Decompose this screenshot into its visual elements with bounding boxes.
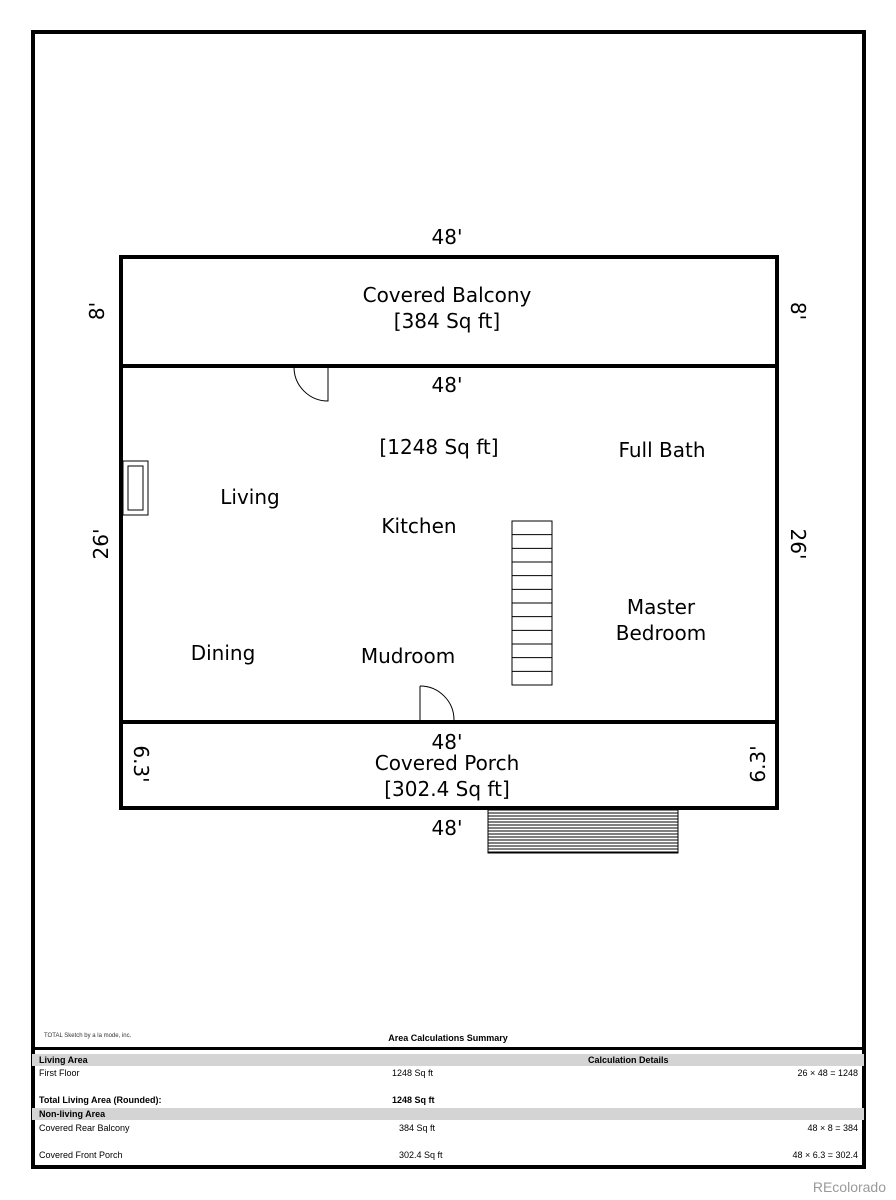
sketch-credit: TOTAL Sketch by a la mode, inc. bbox=[44, 1033, 132, 1039]
table-row bbox=[32, 1067, 864, 1079]
room-master-line2: Bedroom bbox=[615, 621, 707, 645]
balcony-name: Covered Balcony bbox=[362, 283, 532, 307]
balcony-area-value: 384 Sq ft bbox=[399, 1123, 436, 1133]
table-row bbox=[32, 1122, 864, 1134]
non-living-header-row bbox=[32, 1108, 864, 1120]
front-steps bbox=[488, 810, 678, 853]
porch-label: Covered Front Porch bbox=[39, 1150, 123, 1160]
first-floor-label: First Floor bbox=[39, 1068, 80, 1078]
door-top bbox=[294, 367, 328, 401]
dim-balcony-top: 48' bbox=[431, 225, 463, 249]
stairs bbox=[512, 521, 552, 685]
dim-porch-right: 6.3' bbox=[746, 745, 770, 783]
dim-porch-top: 48' bbox=[431, 730, 463, 754]
dim-porch-bottom: 48' bbox=[431, 816, 463, 840]
living-area-header-row bbox=[32, 1054, 864, 1066]
watermark: REcolorado bbox=[812, 1179, 886, 1195]
page-frame bbox=[33, 32, 864, 1167]
dim-main-left: 26' bbox=[89, 528, 113, 560]
dim-balcony-left: 8' bbox=[85, 301, 109, 321]
room-kitchen: Kitchen bbox=[381, 514, 457, 538]
porch-area-value: 302.4 Sq ft bbox=[399, 1150, 443, 1160]
dim-main-right: 26' bbox=[786, 528, 810, 560]
first-floor-calc: 26 × 48 = 1248 bbox=[797, 1068, 858, 1078]
dim-porch-left: 6.3' bbox=[129, 745, 153, 783]
porch-name: Covered Porch bbox=[374, 751, 520, 775]
table-row bbox=[32, 1094, 864, 1106]
porch-area: [302.4 Sq ft] bbox=[384, 777, 510, 801]
room-living: Living bbox=[220, 485, 280, 509]
balcony-label: Covered Rear Balcony bbox=[39, 1123, 130, 1133]
total-living-value: 1248 Sq ft bbox=[392, 1095, 435, 1105]
main-area: [1248 Sq ft] bbox=[379, 435, 499, 459]
calc-details-header: Calculation Details bbox=[588, 1055, 669, 1065]
summary-title: Area Calculations Summary bbox=[388, 1033, 508, 1043]
total-living-label: Total Living Area (Rounded): bbox=[39, 1095, 162, 1105]
room-mudroom: Mudroom bbox=[360, 644, 456, 668]
room-dining: Dining bbox=[190, 641, 256, 665]
fireplace bbox=[123, 461, 148, 515]
living-area-header: Living Area bbox=[39, 1055, 88, 1065]
area-summary-table bbox=[32, 1047, 864, 1168]
room-full-bath: Full Bath bbox=[618, 438, 706, 462]
balcony-calc: 48 × 8 = 384 bbox=[807, 1123, 858, 1133]
balcony-area: [384 Sq ft] bbox=[393, 309, 501, 333]
room-master-line1: Master bbox=[626, 595, 696, 619]
dim-main-top: 48' bbox=[431, 373, 463, 397]
table-row bbox=[32, 1149, 864, 1161]
door-bottom bbox=[420, 686, 454, 720]
first-floor-area: 1248 Sq ft bbox=[392, 1068, 434, 1078]
non-living-header: Non-living Area bbox=[39, 1109, 106, 1119]
dim-balcony-right: 8' bbox=[786, 301, 810, 321]
porch-calc: 48 × 6.3 = 302.4 bbox=[792, 1150, 858, 1160]
